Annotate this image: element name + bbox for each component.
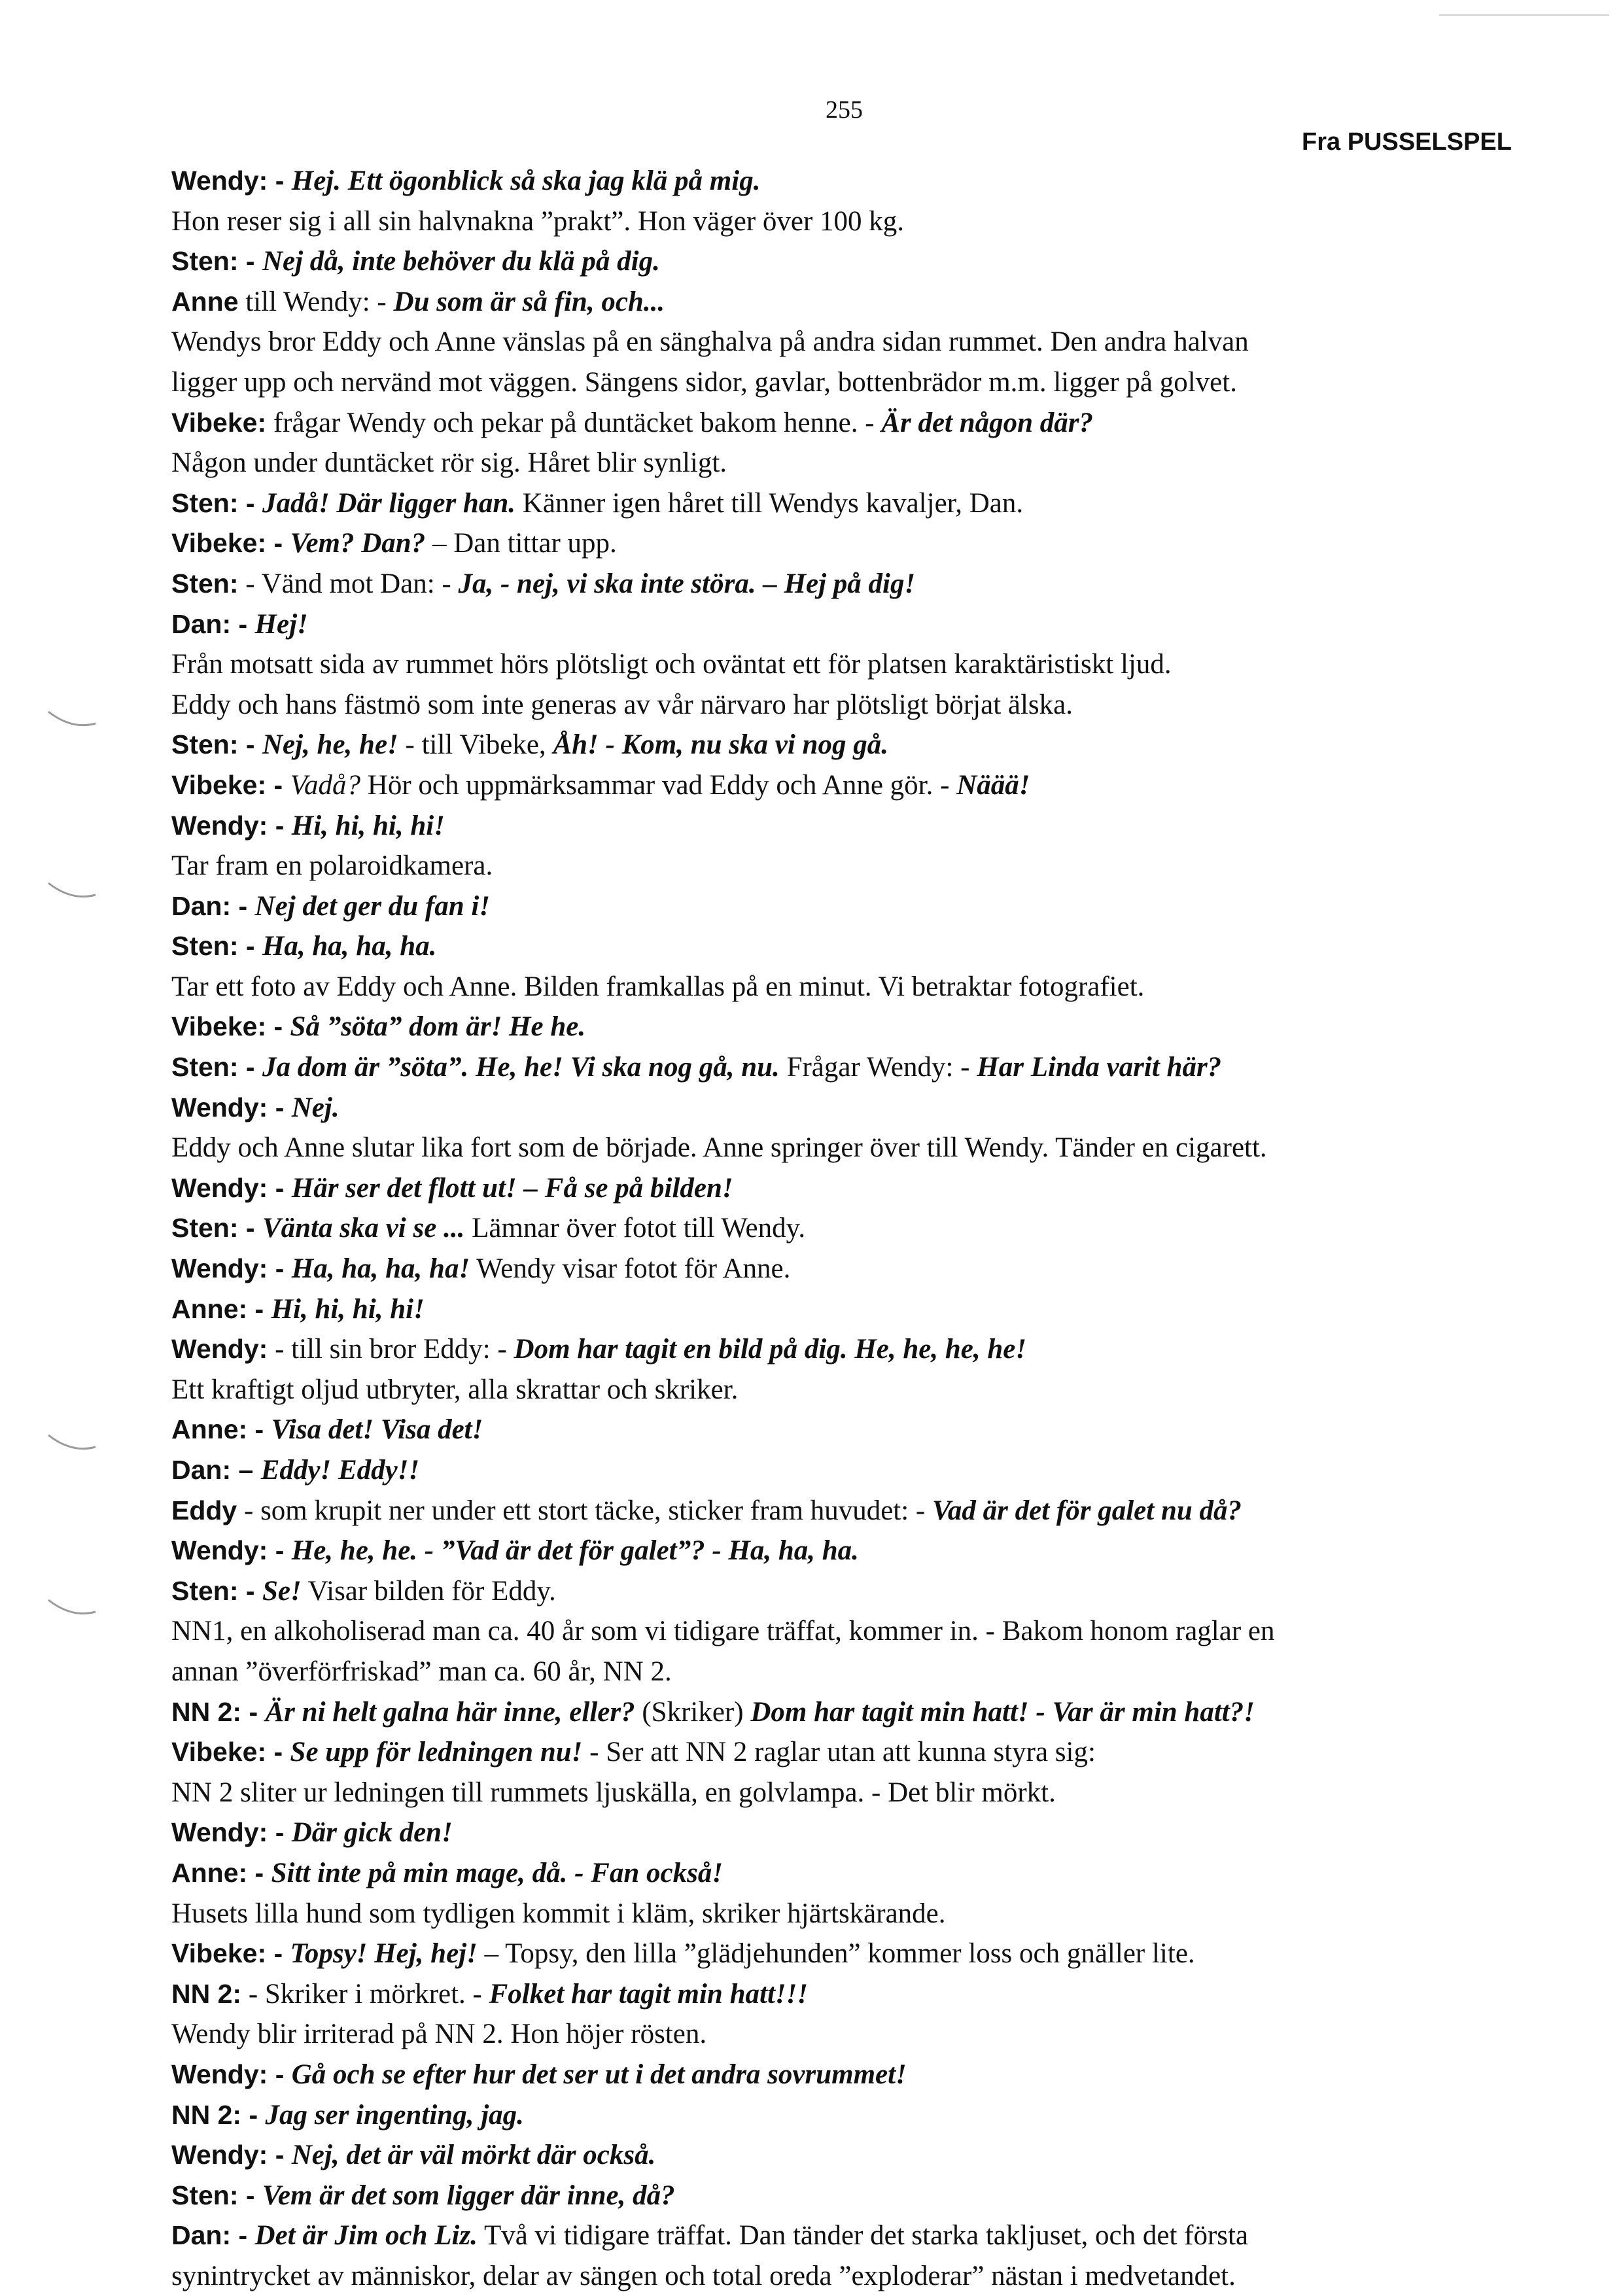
speaker-label: Dan: - <box>171 608 255 639</box>
dialogue-text: Nej det ger du fan i! <box>254 890 491 922</box>
script-line <box>171 2176 1571 2216</box>
script-line <box>171 806 1571 846</box>
script-line <box>171 2055 1571 2095</box>
script-line <box>171 1611 1571 1652</box>
dialogue-text: Hej. Ett ögonblick så ska jag klä på mig. <box>291 165 761 196</box>
dialogue-text: Är det någon där? <box>881 407 1094 438</box>
speaker-label: Sten: - <box>171 1213 262 1244</box>
script-line <box>171 1773 1571 1813</box>
dialogue-text: Jadå! Där ligger han. <box>262 487 516 519</box>
dialogue-text: Det är Jim och Liz. <box>254 2220 478 2252</box>
script-line <box>171 886 1571 927</box>
script-line <box>171 1531 1571 1571</box>
script-line <box>171 161 1571 201</box>
dialogue-text: Nej, det är väl mörkt där också. <box>291 2140 656 2171</box>
script-line <box>171 564 1571 604</box>
dialogue-text: He, he, he. - ”Vad är det för galet”? - Ha, ha, ha. <box>291 1535 859 1567</box>
script-line <box>171 1571 1571 1612</box>
narration-text: Någon under duntäcket rör sig. Håret blir synligt. <box>171 447 727 479</box>
speaker-label: Wendy: - <box>171 1253 292 1284</box>
script-line <box>171 1450 1571 1491</box>
script-line <box>171 2135 1571 2176</box>
speaker-label: Wendy: <box>171 1334 268 1365</box>
dialogue-text: Är ni helt galna här inne, eller? <box>265 1696 635 1728</box>
speaker-label: Dan: - <box>171 890 255 921</box>
speaker-label: NN 2: - <box>171 2099 266 2130</box>
script-line <box>171 241 1571 282</box>
script-line <box>171 1732 1571 1773</box>
narration-text: Två vi tidigare träffat. Dan tänder det starka takljuset, och det första <box>477 2220 1249 2252</box>
narration-text: till Wendy: - <box>238 286 394 317</box>
binder-hole-mark <box>46 879 98 904</box>
dialogue-text: Nej. <box>291 1092 340 1123</box>
script-line <box>171 604 1571 645</box>
narration-text: Tar fram en polaroidkamera. <box>171 850 493 882</box>
script-line <box>171 362 1571 403</box>
narration-text: ligger upp och nervänd mot väggen. Sängens sidor, gavlar, bottenbrädor m.m. ligger på golvet. <box>171 366 1237 398</box>
script-line <box>171 1329 1571 1370</box>
speaker-label: Vibeke: <box>171 407 267 438</box>
narration-text: Lämnar över fotot till Wendy. <box>464 1213 806 1244</box>
dialogue-text: Se upp för ledningen nu! <box>290 1737 583 1768</box>
narration-text: frågar Wendy och pekar på duntäcket bakom henne. - <box>266 407 882 438</box>
narration-text: - Ser att NN 2 raglar utan att kunna styra sig: <box>582 1737 1096 1768</box>
script-line <box>171 967 1571 1007</box>
script-line <box>171 1934 1571 1974</box>
script-line <box>171 1652 1571 1692</box>
dialogue-text: Näää! <box>956 769 1030 801</box>
narration-text: Wendy visar fotot för Anne. <box>470 1253 791 1285</box>
dialogue-text: Så ”söta” dom är! He he. <box>290 1011 586 1043</box>
dialogue-text: Nej då, inte behöver du klä på dig. <box>262 246 660 277</box>
speaker-label: Sten: - <box>171 1575 262 1606</box>
speaker-label: Sten: - <box>171 931 262 962</box>
speaker-label: Wendy: - <box>171 1535 292 1566</box>
narration-text: Wendys bror Eddy och Anne vänslas på en sänghalva på andra sidan rummet. Den andra halvan <box>171 326 1249 358</box>
speaker-label: Dan: - <box>171 2220 255 2251</box>
speaker-label: Wendy: - <box>171 810 292 841</box>
speaker-label: Sten: - <box>171 487 262 518</box>
dialogue-text: Här ser det flott ut! – Få se på bilden! <box>291 1172 733 1204</box>
script-line <box>171 2095 1571 2136</box>
page-number: 255 <box>826 96 863 124</box>
binder-hole-mark <box>46 1431 98 1456</box>
script-line <box>171 644 1571 685</box>
speaker-label: Vibeke: - <box>171 1938 290 1969</box>
narration-text: Tar ett foto av Eddy och Anne. Bilden framkallas på en minut. Vi betraktar fotografiet. <box>171 971 1145 1002</box>
narration-text: - som krupit ner under ett stort täcke, sticker fram huvudet: - <box>237 1495 932 1526</box>
script-line <box>171 725 1571 765</box>
script-line <box>171 483 1571 524</box>
script-line <box>171 1208 1571 1249</box>
speaker-label: Sten: - <box>171 246 262 277</box>
script-line <box>171 926 1571 967</box>
speaker-label: Wendy: - <box>171 2059 292 2089</box>
script-line <box>171 1047 1571 1088</box>
dialogue-text: Vem är det som ligger där inne, då? <box>262 2180 675 2211</box>
speaker-label: Dan: – <box>171 1455 261 1485</box>
narration-text: – Topsy, den lilla ”glädjehunden” kommer loss och gnäller lite. <box>477 1938 1195 1970</box>
script-line <box>171 2014 1571 2055</box>
speaker-label: Wendy: - <box>171 1092 292 1122</box>
narration-text: Husets lilla hund som tydligen kommit i kläm, skriker hjärtskärande. <box>171 1898 946 1929</box>
narration-text: Eddy och Anne slutar lika fort som de började. Anne springer över till Wendy. Tänder en cigarett. <box>171 1132 1267 1164</box>
narration-text: Känner igen håret till Wendys kavaljer, Dan. <box>515 487 1024 519</box>
script-line <box>171 1088 1571 1128</box>
speaker-label: Eddy <box>171 1495 237 1525</box>
italic-text: Vadå? <box>290 769 361 801</box>
dialogue-text: Se! <box>262 1575 302 1607</box>
speaker-label: Sten: - <box>171 2180 262 2210</box>
script-line <box>171 1853 1571 1894</box>
speaker-label: Wendy: - <box>171 1172 292 1203</box>
script-line <box>171 282 1571 322</box>
dialogue-text: Visa det! Visa det! <box>271 1414 483 1446</box>
narration-text: Wendy blir irriterad på NN 2. Hon höjer rösten. <box>171 2019 707 2050</box>
narration-text: NN 2 sliter ur ledningen till rummets ljuskälla, en golvlampa. - Det blir mörkt. <box>171 1777 1056 1808</box>
script-line <box>171 403 1571 444</box>
dialogue-text: Hi, hi, hi, hi! <box>271 1293 425 1325</box>
binder-hole-mark <box>46 1596 98 1621</box>
speaker-label: Anne: - <box>171 1293 271 1324</box>
script-line <box>171 685 1571 725</box>
dialogue-text: Folket har tagit min hatt!!! <box>489 1978 809 2009</box>
dialogue-text: Dom har tagit min hatt! - Var är min hatt?! <box>750 1696 1255 1728</box>
narration-text: Hör och uppmärksammar vad Eddy och Anne gör. - <box>360 769 957 801</box>
script-line <box>171 322 1571 362</box>
top-edge-rule <box>1439 14 1609 16</box>
script-line <box>171 1370 1571 1410</box>
dialogue-text: Ha, ha, ha, ha! <box>291 1253 470 1285</box>
script-line <box>171 523 1571 564</box>
narration-text: Hon reser sig i all sin halvnakna ”prakt”. Hon väger över 100 kg. <box>171 205 905 237</box>
script-line <box>171 2256 1571 2296</box>
narration-text: synintrycket av människor, delar av sängen och total oreda ”exploderar” nästan i medvetandet. <box>171 2260 1236 2291</box>
dialogue-text: Eddy! Eddy!! <box>260 1455 420 1486</box>
dialogue-text: Vänta ska vi se ... <box>262 1213 465 1244</box>
dialogue-text: Nej, he, he! <box>262 729 398 761</box>
narration-text: Visar bilden för Eddy. <box>301 1575 556 1607</box>
narration-text: Frågar Wendy: - <box>779 1052 977 1083</box>
script-line <box>171 1692 1571 1733</box>
speaker-label: Vibeke: - <box>171 1737 290 1767</box>
dialogue-text: Du som är så fin, och... <box>393 286 665 317</box>
speaker-label: Vibeke: - <box>171 769 290 800</box>
speaker-label: Wendy: - <box>171 165 292 196</box>
dialogue-text: Topsy! Hej, hej! <box>290 1938 478 1970</box>
dialogue-text: Ja, - nej, vi ska inte störa. – Hej på dig! <box>458 568 916 599</box>
speaker-label: Vibeke: - <box>171 528 290 559</box>
narration-text: Ett kraftigt oljud utbryter, alla skrattar och skriker. <box>171 1374 739 1405</box>
dialogue-text: Ja dom är ”söta”. He, he! Vi ska nog gå, nu. <box>262 1052 780 1083</box>
document-header: Fra PUSSELSPEL <box>1302 128 1512 156</box>
speaker-label: NN 2: - <box>171 1696 266 1727</box>
binder-hole-mark <box>46 708 98 733</box>
script-line <box>171 1128 1571 1168</box>
script-line <box>171 2216 1571 2256</box>
narration-text: - till Vibeke, <box>398 729 553 761</box>
script-text <box>171 161 1571 2296</box>
dialogue-text: Dom har tagit en bild på dig. He, he, he, he! <box>514 1334 1027 1365</box>
script-line <box>171 1007 1571 1047</box>
script-line <box>171 1894 1571 1934</box>
script-line <box>171 846 1571 886</box>
speaker-label: Anne <box>171 286 239 317</box>
speaker-label: Wendy: - <box>171 1817 292 1848</box>
narration-text: annan ”överförfriskad” man ca. 60 år, NN 2. <box>171 1656 672 1687</box>
narration-text: Eddy och hans fästmö som inte generas av vår närvaro har plötsligt börjat älska. <box>171 689 1073 720</box>
script-line <box>171 201 1571 242</box>
dialogue-text: Har Linda varit här? <box>977 1052 1222 1083</box>
speaker-label: Wendy: - <box>171 2140 292 2170</box>
script-line <box>171 1813 1571 1853</box>
dialogue-text: Sitt inte på min mage, då. - Fan också! <box>271 1857 723 1888</box>
script-line <box>171 1974 1571 2015</box>
script-line <box>171 1289 1571 1330</box>
script-line <box>171 1491 1571 1531</box>
dialogue-text: Jag ser ingenting, jag. <box>265 2099 524 2131</box>
speaker-label: Sten: - <box>171 1052 262 1083</box>
dialogue-text: Hi, hi, hi, hi! <box>291 810 445 841</box>
dialogue-text: Åh! - Kom, nu ska vi nog gå. <box>553 729 888 761</box>
script-line <box>171 1410 1571 1450</box>
speaker-label: Sten: <box>171 568 239 599</box>
speaker-label: Anne: - <box>171 1414 271 1445</box>
speaker-label: Sten: - <box>171 729 262 760</box>
narration-text: (Skriker) <box>635 1696 751 1728</box>
script-line <box>171 1249 1571 1289</box>
narration-text: - Vänd mot Dan: - <box>238 568 459 599</box>
narration-text: Från motsatt sida av rummet hörs plötsligt och oväntat ett för platsen karaktäristiskt ljud. <box>171 649 1172 680</box>
script-line <box>171 443 1571 483</box>
narration-text: – Dan tittar upp. <box>425 528 617 559</box>
dialogue-text: Ha, ha, ha, ha. <box>262 931 437 962</box>
narration-text: - Skriker i mörkret. - <box>241 1978 489 2009</box>
dialogue-text: Hej! <box>254 608 308 640</box>
dialogue-text: Vem? Dan? <box>290 528 426 559</box>
speaker-label: NN 2: <box>171 1978 242 2009</box>
dialogue-text: Vad är det för galet nu då? <box>932 1495 1242 1526</box>
narration-text: - till sin bror Eddy: - <box>268 1334 514 1365</box>
speaker-label: Anne: - <box>171 1857 271 1888</box>
script-line <box>171 1168 1571 1209</box>
narration-text: NN1, en alkoholiserad man ca. 40 år som vi tidigare träffat, kommer in. - Bakom honom raglar en <box>171 1616 1275 1647</box>
dialogue-text: Där gick den! <box>291 1817 453 1849</box>
speaker-label: Vibeke: - <box>171 1011 290 1042</box>
script-line <box>171 765 1571 806</box>
dialogue-text: Gå och se efter hur det ser ut i det andra sovrummet! <box>291 2059 907 2090</box>
